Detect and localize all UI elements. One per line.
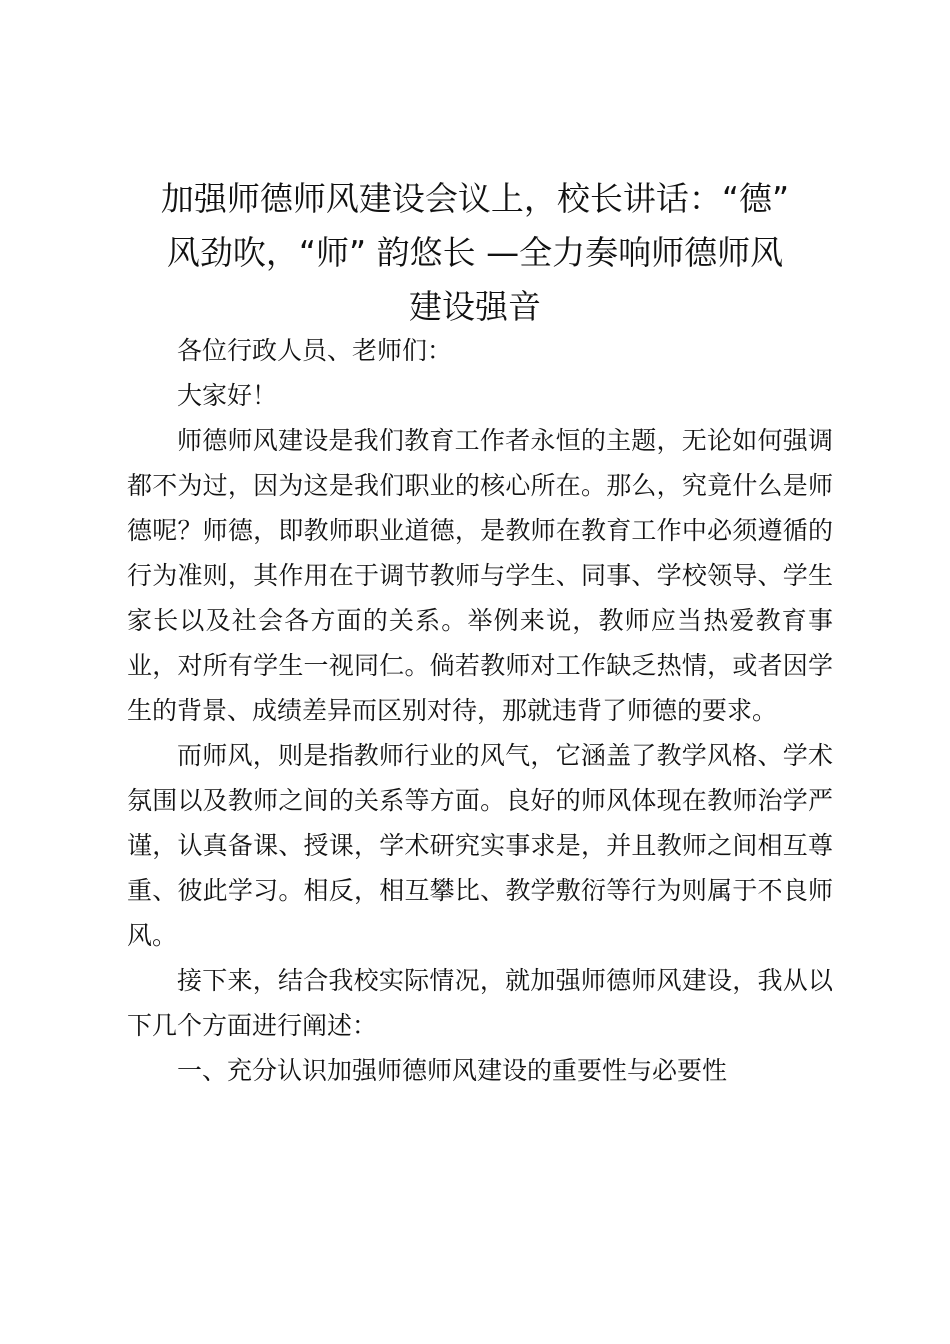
salutation: 各位行政人员、老师们：: [177, 336, 453, 365]
paragraph-teacher-style: 而师风，则是指教师行业的风气，它涵盖了教学风格、学术氛围以及教师之间的关系等方面。良好的师风体现在教师治学严谨，认真备课、授课，学术研究实事求是，并且教师之间相互尊重、彼此学习。相反，相互攀比、教学敷衍等行为则属于不良师风。: [127, 741, 833, 950]
paragraph-transition: 接下来，结合我校实际情况，就加强师德师风建设，我从以下几个方面进行阐述：: [127, 966, 833, 1040]
document-body: [127, 328, 833, 1093]
paragraph-teacher-ethics: 师德师风建设是我们教育工作者永恒的主题，无论如何强调都不为过，因为这是我们职业的核心所在。那么，究竟什么是师德呢？师德，即教师职业道德，是教师在教育工作中必须遵循的行为准则，其作用在于调节教师与学生、同事、学校领导、学生家长以及社会各方面的关系。举例来说，教师应当热爱教育事业，对所有学生一视同仁。倘若教师对工作缺乏热情，或者因学生的背景、成绩差异而区别对待，那就违背了师德的要求。: [127, 426, 833, 725]
greeting: 大家好！: [177, 381, 278, 410]
title-line-1: 加强师德师风建设会议上，校长讲话：“德”: [160, 179, 790, 218]
document-title: [110, 172, 840, 334]
section-heading: 一、充分认识加强师德师风建设的重要性与必要性: [177, 1056, 728, 1085]
title-line-3: 建设强音: [409, 287, 541, 326]
title-line-2: 风劲吹，“师” 韵悠长 —全力奏响师德师风: [166, 233, 784, 272]
